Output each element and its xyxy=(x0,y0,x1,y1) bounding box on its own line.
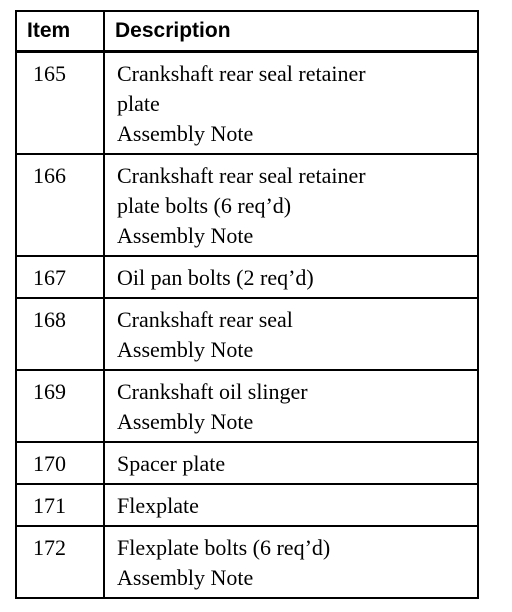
item-description xyxy=(104,370,478,442)
assembly-note-link[interactable]: Assembly Note xyxy=(117,222,254,248)
table-row xyxy=(16,484,478,526)
item-number: 172 xyxy=(16,526,104,598)
description-line: Crankshaft rear seal retainer xyxy=(117,60,366,86)
item-number: 169 xyxy=(16,370,104,442)
table-row xyxy=(16,256,478,298)
assembly-note-link[interactable]: Assembly Note xyxy=(117,120,254,146)
table-row xyxy=(16,298,478,370)
table-row xyxy=(16,526,478,598)
item-description xyxy=(104,154,478,256)
item-number: 167 xyxy=(16,256,104,298)
parts-table xyxy=(15,10,479,599)
description-line: Oil pan bolts (2 req’d) xyxy=(117,264,314,290)
item-number: 171 xyxy=(16,484,104,526)
item-description xyxy=(104,256,478,298)
item-column-header: Item xyxy=(16,11,104,51)
item-description xyxy=(104,442,478,484)
item-number: 166 xyxy=(16,154,104,256)
table-row xyxy=(16,154,478,256)
header-row xyxy=(16,11,478,51)
item-number: 165 xyxy=(16,51,104,154)
description-line: Crankshaft rear seal xyxy=(117,306,293,332)
description-line: Spacer plate xyxy=(117,450,226,476)
description-line: Crankshaft rear seal retainer xyxy=(117,162,366,188)
item-number: 168 xyxy=(16,298,104,370)
item-number: 170 xyxy=(16,442,104,484)
table-header xyxy=(16,11,478,51)
description-line: Crankshaft oil slinger xyxy=(117,378,308,404)
description-line: plate bolts (6 req’d) xyxy=(117,192,292,218)
assembly-note-link[interactable]: Assembly Note xyxy=(117,408,254,434)
item-description xyxy=(104,51,478,154)
description-column-header: Description xyxy=(104,11,478,51)
description-line: plate xyxy=(117,90,160,116)
assembly-note-link[interactable]: Assembly Note xyxy=(117,336,254,362)
item-description xyxy=(104,526,478,598)
assembly-note-link[interactable]: Assembly Note xyxy=(117,564,254,590)
item-description xyxy=(104,484,478,526)
table-body xyxy=(16,51,478,598)
description-line: Flexplate xyxy=(117,492,199,518)
table-row xyxy=(16,370,478,442)
table-row xyxy=(16,442,478,484)
table-row xyxy=(16,51,478,154)
item-description xyxy=(104,298,478,370)
description-line: Flexplate bolts (6 req’d) xyxy=(117,534,331,560)
